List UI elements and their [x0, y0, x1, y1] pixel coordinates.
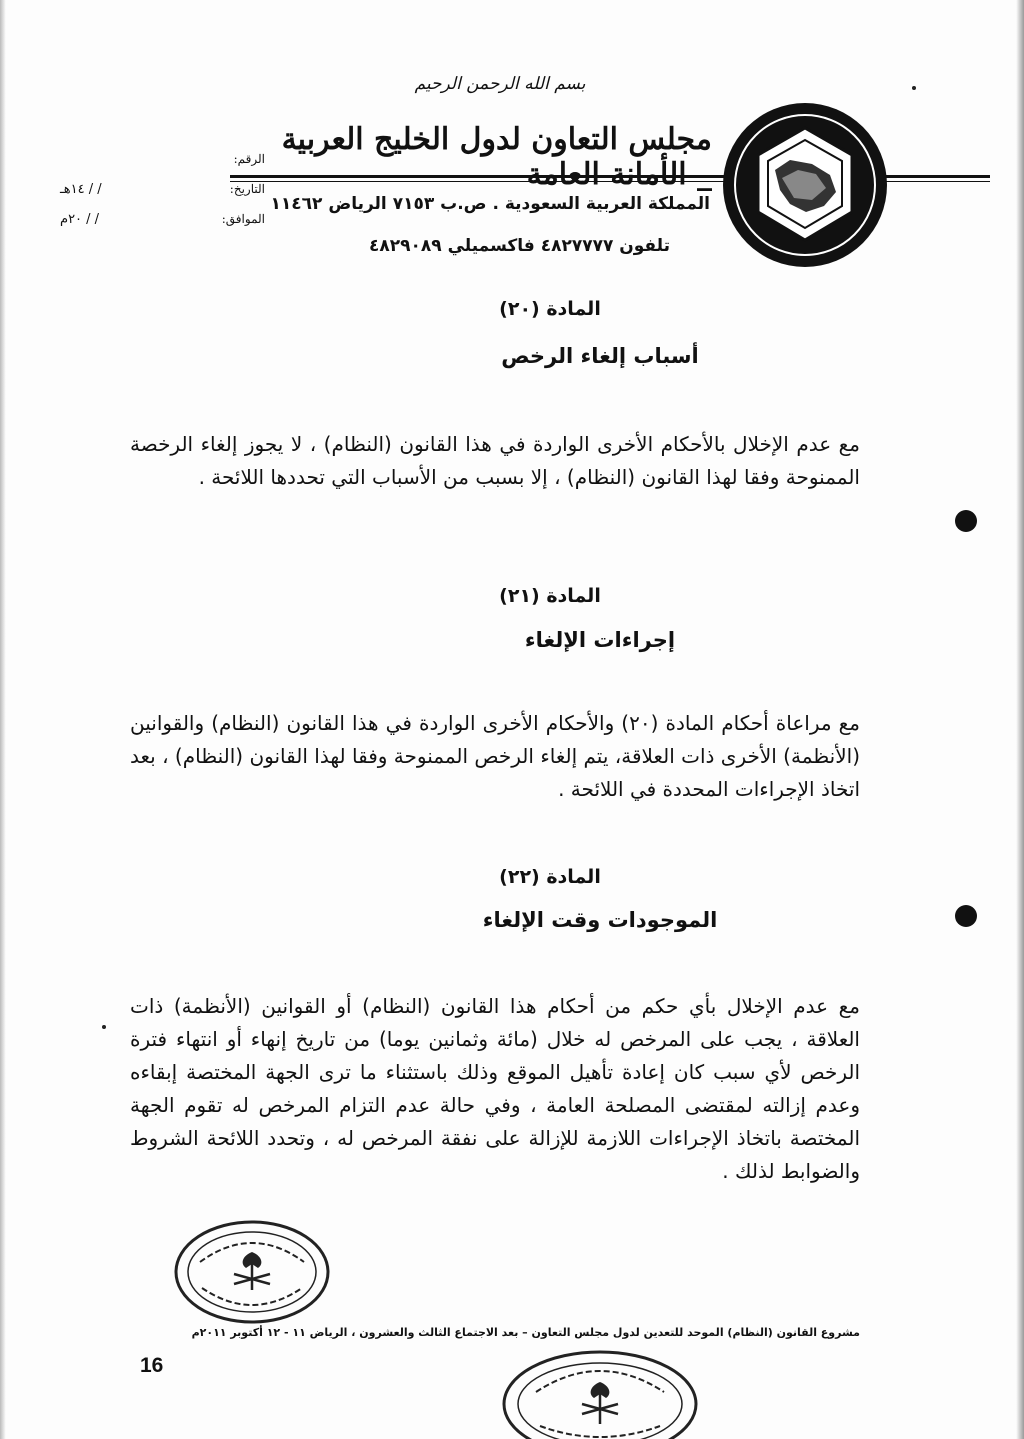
- footer-note: مشروع القانون (النظام) الموحد للتعدين لدول مجلس التعاون – بعد الاجتماع الثالث والعشرون ، الرياض ١١ - ١٢ أكتوبر ٢٠١١م: [191, 1326, 860, 1339]
- page-number: 16: [140, 1354, 164, 1377]
- gcc-logo-icon: [720, 100, 890, 270]
- corresp-label: الموافق:: [221, 212, 265, 226]
- date-row: [60, 174, 265, 204]
- official-seal-stamp: [172, 1218, 332, 1326]
- scan-speck: [102, 1025, 106, 1029]
- organization-phone: تلفون ٤٨٢٧٧٧٧ فاكسميلي ٤٨٢٩٠٨٩: [369, 236, 670, 256]
- article-20-body: مع عدم الإخلال بالأحكام الأخرى الواردة في هذا القانون (النظام) ، لا يجوز إلغاء الرخصة الممنوحة وفقا لهذا القانون (النظام) ، إلا بسبب من الأسباب التي تحددها اللائحة .: [130, 432, 860, 489]
- reference-block: [60, 144, 265, 234]
- scan-edge-left: [0, 0, 6, 1439]
- article-21-title: إجراءات الإلغاء: [524, 628, 676, 652]
- date-value: / / ١٤هـ: [60, 181, 102, 197]
- corresp-value: / / ٢٠م: [60, 211, 100, 227]
- article-22-number: المادة (٢٢): [499, 866, 601, 888]
- punch-hole-mark: [955, 905, 977, 927]
- corresp-row: [60, 204, 265, 234]
- article-22-title: الموجودات وقت الإلغاء: [482, 908, 718, 932]
- ref-label: الرقم:: [233, 152, 265, 166]
- scan-edge-right: [1016, 0, 1024, 1439]
- date-label: التاريخ:: [229, 182, 265, 196]
- article-22-body: مع عدم الإخلال بأي حكم من أحكام هذا القانون (النظام) أو القوانين (الأنظمة) ذات العلاقة ، يجب على المرخص له خلال (مائة وثمانين يوما) من تاريخ إنهاء أو انتهاء فترة الرخص لأي سبب كان إعادة تأهيل الموقع وذلك باستثناء ما ترى الجهة المختصة إبقاءه وعدم إزالته لمقتضى المصلحة العامة ، وفي حالة عدم التزام المرخص له تقوم الجهة المختصة باتخاذ الإجراءات اللازمة للإزالة على نفقة المرخص له ، وتحدد اللائحة الشروط والضوابط لذلك .: [130, 994, 860, 1183]
- organization-name: مجلس التعاون لدول الخليج العربية _ الأمانة العامة: [281, 122, 712, 192]
- article-21-number: المادة (٢١): [499, 585, 601, 607]
- article-20-title: أسباب إلغاء الرخص: [501, 344, 699, 368]
- scan-speck: [912, 86, 916, 90]
- basmala: بسم الله الرحمن الرحيم: [414, 74, 586, 94]
- organization-address: المملكة العربية السعودية . ص.ب ٧١٥٣ الرياض ١١٤٦٢: [270, 194, 710, 214]
- article-20-number: المادة (٢٠): [499, 298, 601, 320]
- article-21-body: مع مراعاة أحكام المادة (٢٠) والأحكام الأخرى الواردة في هذا القانون (النظام) والقوانين (الأنظمة) الأخرى ذات العلاقة، يتم إلغاء الرخص الممنوحة وفقا لهذا القانون (النظام) ، بعد اتخاذ الإجراءات المحددة في اللائحة .: [130, 711, 860, 801]
- ref-row: [60, 144, 265, 174]
- official-seal-stamp: [500, 1348, 700, 1439]
- punch-hole-mark: [955, 510, 977, 532]
